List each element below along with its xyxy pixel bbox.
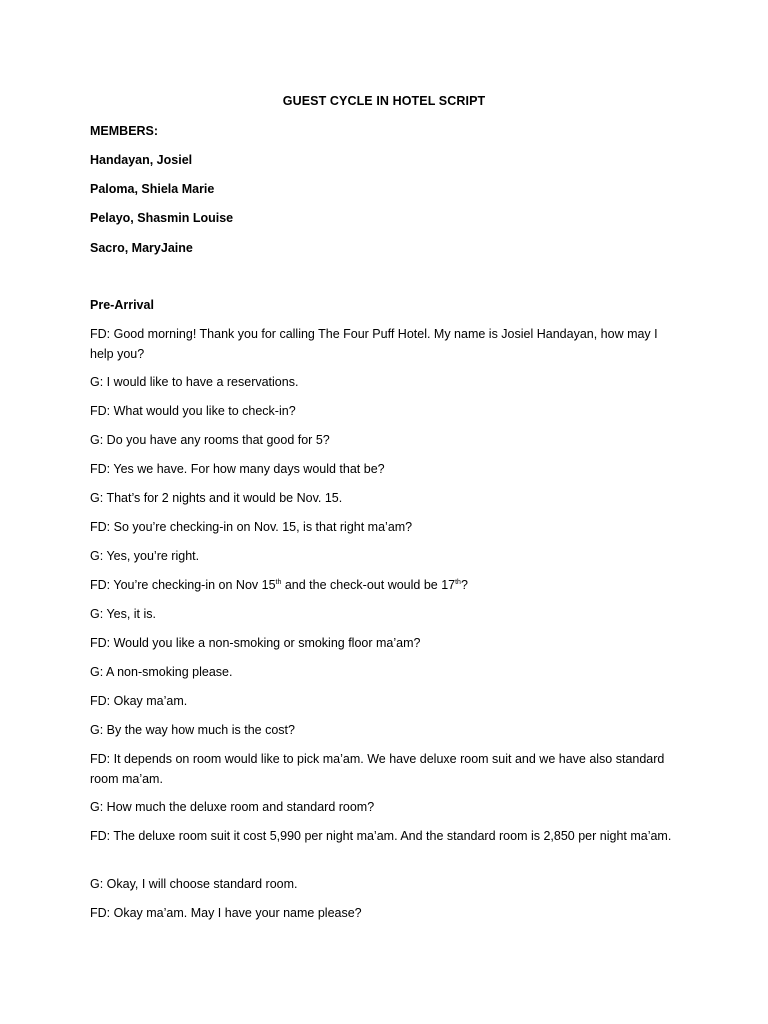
dialogue-line: FD: The deluxe room suit it cost 5,990 per night ma’am. And the standard room is 2,850 per night ma’am. — [90, 829, 672, 843]
dialogue-line — [90, 576, 680, 596]
dialogue-line: FD: Okay ma’am. — [90, 694, 188, 708]
dialogue-line: G: A non-smoking please. — [90, 665, 233, 679]
dialogue-line: G: By the way how much is the cost? — [90, 723, 295, 737]
ordinal-suffix: th — [275, 578, 282, 586]
dialogue-line: FD: Yes we have. For how many days would that be? — [90, 462, 385, 476]
ordinal-suffix: th — [455, 578, 461, 586]
member-name: Pelayo, Shasmin Louise — [90, 211, 234, 225]
member-name: Sacro, MaryJaine — [90, 241, 193, 255]
dialogue-line: G: Yes, you’re right. — [90, 549, 200, 563]
dialogue-line: G: Okay, I will choose standard room. — [90, 877, 298, 891]
section-heading: Pre-Arrival — [90, 298, 154, 312]
member-name: Handayan, Josiel — [90, 153, 193, 167]
dialogue-line: G: How much the deluxe room and standard room? — [90, 800, 375, 814]
dialogue-line: G: Yes, it is. — [90, 607, 157, 621]
dialogue-line: G: Do you have any rooms that good for 5? — [90, 433, 330, 447]
dialogue-text: ? — [460, 578, 468, 592]
dialogue-line: FD: Okay ma’am. May I have your name please? — [90, 906, 362, 920]
dialogue-line: FD: Would you like a non-smoking or smoking floor ma’am? — [90, 636, 421, 650]
document-title: GUEST CYCLE IN HOTEL SCRIPT — [282, 94, 486, 108]
member-name: Paloma, Shiela Marie — [90, 182, 215, 196]
dialogue-line: FD: What would you like to check-in? — [90, 404, 296, 418]
dialogue-line: FD: It depends on room would like to pick ma’am. We have deluxe room suit and we have also standard room ma’am. — [90, 752, 665, 786]
dialogue-line: FD: So you’re checking-in on Nov. 15, is that right ma’am? — [90, 520, 413, 534]
dialogue-line: FD: Good morning! Thank you for calling The Four Puff Hotel. My name is Josiel Handayan, how may I help you? — [90, 327, 658, 361]
dialogue-line: G: I would like to have a reservations. — [90, 375, 299, 389]
dialogue-line: G: That’s for 2 nights and it would be Nov. 15. — [90, 491, 343, 505]
dialogue-text: FD: You’re checking-in on Nov 15 — [90, 578, 276, 592]
dialogue-text: and the check-out would be 17 — [281, 578, 456, 592]
members-heading: MEMBERS: — [90, 124, 159, 138]
